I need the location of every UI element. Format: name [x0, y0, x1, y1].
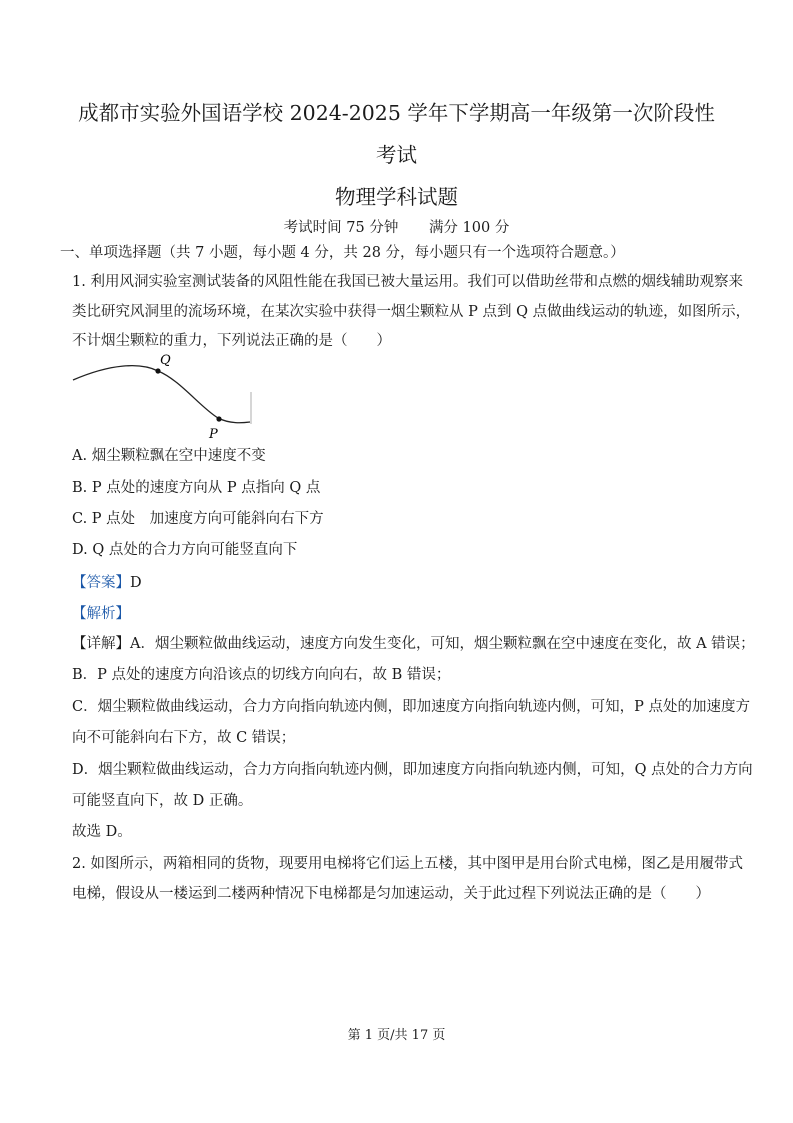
exam-title-line1: 成都市实验外国语学校 2024-2025 学年下学期高一年级第一次阶段性 — [78, 101, 715, 125]
q1-detail-line7: 故选 D。 — [72, 824, 132, 840]
trajectory-figure — [70, 352, 260, 444]
answer-tag: 【答案】 — [72, 575, 130, 591]
q2-stem-line2: 电梯，假设从一楼运到二楼两种情况下电梯都是匀加速运动，关于此过程下列说法正确的是（ ） — [72, 886, 710, 902]
q2-stem-line1: 2. 如图所示，两箱相同的货物，现要用电梯将它们运上五楼，其中图甲是用台阶式电梯，图乙是用履带式 — [72, 856, 743, 872]
section-heading: 一、单项选择题（共 7 小题，每小题 4 分，共 28 分，每小题只有一个选项符合题意。） — [60, 245, 625, 261]
q1-option-c: C. P 点处 加速度方向可能斜向右下方 — [72, 511, 324, 527]
analysis-tag: 【解析】 — [72, 606, 130, 622]
q1-detail-line5: D．烟尘颗粒做曲线运动，合力方向指向轨迹内侧，即加速度方向指向轨迹内侧，可知，Q 点处的合力方向 — [72, 762, 753, 778]
exam-meta — [0, 216, 793, 237]
subject-title: 物理学科试题 — [335, 185, 458, 209]
q1-detail-line1: 【详解】A．烟尘颗粒做曲线运动，速度方向发生变化，可知，烟尘颗粒飘在空中速度在变化，故 A 错误； — [72, 636, 755, 652]
q1-detail-line6: 可能竖直向下，故 D 正确。 — [72, 793, 253, 809]
page-footer: 第 1 页/共 17 页 — [347, 1028, 446, 1043]
trajectory-curve — [73, 366, 250, 423]
q1-stem-line3: 不计烟尘颗粒的重力，下列说法正确的是（ ） — [72, 333, 391, 349]
q1-detail-line4: 向不可能斜向右下方，故 C 错误； — [72, 730, 296, 746]
q1-option-d: D. Q 点处的合力方向可能竖直向下 — [72, 542, 298, 558]
q1-detail-line3: C．烟尘颗粒做曲线运动，合力方向指向轨迹内侧，即加速度方向指向轨迹内侧，可知，P 点处的加速度方 — [72, 699, 750, 715]
q1-analysis-tag — [72, 602, 130, 623]
q1-detail-line2: B．P 点处的速度方向沿该点的切线方向向右，故 B 错误； — [72, 667, 451, 683]
point-q-label: Q — [160, 353, 171, 368]
point-p-dot — [216, 416, 221, 421]
q1-stem-line2: 类比研究风洞里的流场环境，在某次实验中获得一烟尘颗粒从 P 点到 Q 点做曲线运动的轨迹，如图所示， — [72, 304, 751, 320]
point-q-dot — [155, 368, 160, 373]
q1-option-b: B. P 点处的速度方向从 P 点指向 Q 点 — [72, 480, 321, 496]
exam-title-line2: 考试 — [376, 143, 417, 167]
answer-value: D — [130, 575, 142, 591]
q1-answer-row — [72, 571, 142, 592]
q1-stem-line1: 1. 利用风洞实验室测试装备的风阻性能在我国已被大量运用。我们可以借助丝带和点燃的烟线辅助观察来 — [72, 274, 743, 290]
full-score: 满分 100 分 — [428, 220, 510, 236]
point-p-label: P — [209, 427, 218, 442]
exam-time: 考试时间 75 分钟 — [283, 220, 399, 236]
q1-option-a: A. 烟尘颗粒飘在空中速度不变 — [72, 448, 266, 464]
